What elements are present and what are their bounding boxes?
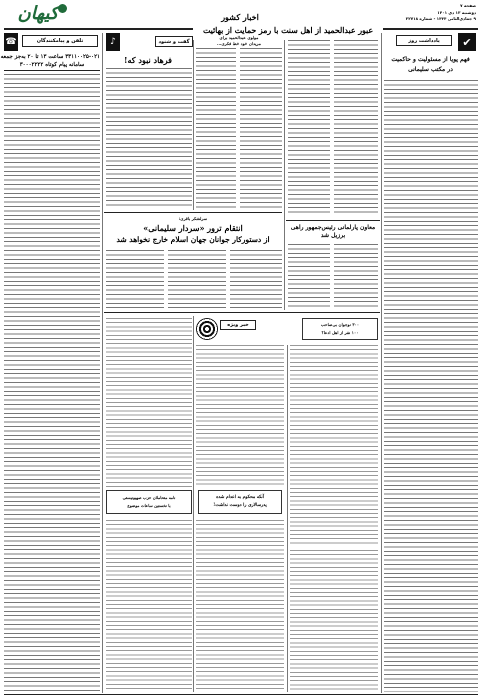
article-text (106, 520, 192, 692)
terror-kicker: سرلشکر باقری: (178, 216, 208, 221)
quote-line-1: آنکه محکوم به اعدام شده (216, 495, 264, 500)
divider (4, 70, 100, 71)
phone-messages-text (4, 74, 100, 692)
ear-icon: ♪ (106, 33, 120, 51)
column-divider (102, 33, 103, 693)
logo-emblem-icon (58, 4, 67, 13)
page-bottom-rule (4, 694, 478, 695)
phone-line-sms: سامانه پیام کوتاه ۳۰۰۰۲۲۲۲ (19, 62, 85, 68)
editorial-title-1: فهم پویا از مسئولیت و حاکمیت (391, 56, 470, 63)
article-text (288, 40, 330, 215)
page-number: صفحه ۷ (460, 3, 476, 8)
quote-line-2: پدرسالاری را دوست نداشت! (213, 503, 267, 508)
article-text (240, 48, 282, 210)
article-text (196, 345, 284, 485)
divider (104, 312, 380, 313)
telephone-icon: ☎ (4, 33, 18, 51)
lead-subhead: مولوی عبدالحمید برای (219, 35, 259, 40)
article-text (196, 48, 236, 210)
divider (104, 212, 282, 213)
phone-section-tag: تلفن و پیامکنندگان (22, 35, 98, 47)
article-text (106, 318, 192, 488)
column-divider (193, 40, 194, 210)
date-line-hijri: ۹ جمادی‌الثانی ۱۴۴۴ - شماره ۲۲۷۱۸ (405, 16, 476, 21)
column-body-text (106, 68, 192, 208)
article-text (288, 244, 330, 308)
article-text (106, 250, 164, 308)
announcement-title-1: نامه متحاملان حزب صهیونیستی (122, 495, 176, 500)
quote-box (198, 490, 282, 514)
lead-headline: عبور عبدالحمید از اهل سنت با رمز حمایت از بهائیت (193, 26, 383, 35)
box-title-2: ۱۰۰ نفر از اهل ادعا؟ (321, 330, 359, 335)
phone-line-hours: ۳۳۱۱۰۰۲۵-۰۲۱ ساعت ۱۳ تا ۲۰ به‌جز جمعه (0, 54, 100, 60)
date-line: دوشنبه ۱۳ دی ۱۴۰۱ (437, 10, 476, 15)
newspaper-logo: کیهان (17, 3, 59, 24)
column-divider (193, 316, 194, 692)
column-divider (284, 40, 285, 310)
article-text (168, 250, 226, 308)
column-title: فرهاد نبود که! (124, 55, 172, 65)
article-text (290, 550, 378, 692)
article-text (230, 250, 282, 308)
column-tag: گفت و شنود (155, 36, 193, 47)
terror-headline-1: انتقام ترور «سردار سلیمانی» (143, 223, 243, 233)
article-text (334, 244, 378, 308)
concentric-circles-icon (196, 318, 218, 340)
divider (286, 220, 380, 221)
article-text (196, 520, 284, 692)
checkmark-icon: ✔ (458, 33, 476, 51)
announcement-box (106, 490, 192, 514)
lead-subhead-2: مریدان خود خط فکری... (217, 41, 261, 46)
vp-headline: معاون پارلمانی رئیس‌جمهور راهی برزیل شد (290, 224, 376, 239)
editorial-tag: یادداشت روز (396, 35, 452, 46)
column-divider (287, 345, 288, 692)
column-divider (381, 33, 382, 693)
section-title: اخبار کشور (221, 12, 259, 22)
news-tag: خبر ویژه (220, 320, 256, 330)
article-text (334, 40, 378, 215)
box-title-1: ۳۰۰ نوجوان بی‌صاحب (320, 322, 360, 327)
highlight-box (302, 318, 378, 340)
editorial-title-2: در مکتب سلیمانی (408, 66, 453, 73)
announcement-title-2: با نخستین ساعات موضوع (127, 503, 171, 508)
article-text (290, 345, 378, 545)
editorial-body-text (384, 80, 478, 692)
terror-headline-2: از دستورکار جوانان جهان اسلام خارج نخواهد شد (116, 235, 270, 244)
